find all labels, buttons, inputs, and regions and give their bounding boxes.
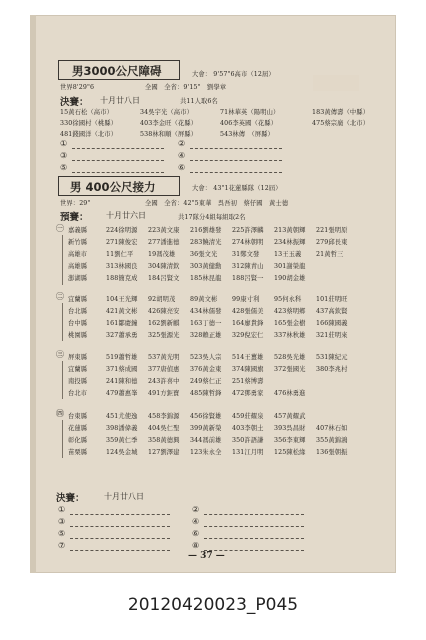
page-number: — 37 — xyxy=(188,551,225,561)
runner: 329倪宏仁 xyxy=(232,332,264,339)
runner: 249蔡仁正 xyxy=(190,378,222,385)
heat-marker: ㊃ xyxy=(56,409,64,418)
runner: 188簡克成 xyxy=(106,275,138,282)
result-label: ⑤ xyxy=(60,163,68,172)
event2-meet-record: 大會： 43"1花蓮縣隊（12屆） xyxy=(192,185,282,192)
result-label: ⑤ xyxy=(58,529,66,538)
runner: 514王薑雄 xyxy=(232,354,264,361)
team-name: 澎湖縣 xyxy=(68,275,88,282)
event2-title: 男 400公尺接力 xyxy=(70,180,156,194)
result-line xyxy=(70,526,170,527)
result-label: ⑦ xyxy=(58,541,66,550)
team-name: 宜蘭縣 xyxy=(68,366,88,373)
runner: 371蔡成國 xyxy=(106,366,138,373)
heat-marker: ㊀ xyxy=(56,224,64,233)
result-label: ① xyxy=(58,505,66,514)
team-name: 新竹縣 xyxy=(68,239,88,246)
runner: 301謝榮龍 xyxy=(274,263,306,270)
team-name: 彰化縣 xyxy=(68,437,88,444)
runner: 358黃德興 xyxy=(148,437,180,444)
runner: 216劉雄發 xyxy=(190,227,222,234)
runner: 166陳國義 xyxy=(316,320,348,327)
runner: 376黃金東 xyxy=(190,366,222,373)
runner: 398潘偉義 xyxy=(106,425,138,432)
entrant: 538林和順（屏縣） xyxy=(140,131,198,138)
runner: 485陳哲鋒 xyxy=(190,390,222,397)
entrant: 183黃傳壽（中縣） xyxy=(312,109,370,116)
result-line xyxy=(204,526,304,527)
event2-world-record: 世界：29" xyxy=(60,200,91,207)
result-line xyxy=(190,160,282,161)
runner: 274林朝明 xyxy=(232,239,264,246)
runner: 124吳金城 xyxy=(106,449,138,456)
entrant: 475蔡宗廣（北市） xyxy=(312,120,370,127)
result-label: ① xyxy=(60,139,68,148)
runner: 393呉昌財 xyxy=(274,425,306,432)
event1-meet-record: 大會： 9'57"6高市（12屆） xyxy=(192,71,275,78)
runner: 456徐賢雄 xyxy=(190,413,222,420)
team-name: 花蓮縣 xyxy=(68,425,88,432)
runner: 472鄧勇家 xyxy=(232,390,264,397)
result-line xyxy=(204,538,304,539)
result-label: ⑥ xyxy=(178,163,186,172)
runner: 374陳國旗 xyxy=(232,366,264,373)
runner: 404吳仁聖 xyxy=(148,425,180,432)
result-line xyxy=(72,172,164,173)
entrant: 406李英國（花縣） xyxy=(220,120,278,127)
runner: 241陳和德 xyxy=(106,378,138,385)
team-name: 桃園縣 xyxy=(68,332,88,339)
runner: 451尤使逸 xyxy=(106,413,138,420)
heat-marker: ㊁ xyxy=(56,292,64,301)
runner: 359黃仁季 xyxy=(106,437,138,444)
runner: 457黃耀武 xyxy=(274,413,306,420)
page-spine-shadow xyxy=(30,15,36,573)
team-name: 嘉義縣 xyxy=(68,227,88,234)
runner: 162劉新麒 xyxy=(148,320,180,327)
runner: 428張儒美 xyxy=(232,308,264,315)
runner: 321莊明來 xyxy=(316,332,348,339)
runner: 313林國良 xyxy=(106,263,138,270)
runner: 99康寸利 xyxy=(232,296,260,303)
runner: 185林昆龍 xyxy=(190,275,222,282)
runner: 423蔡明鄉 xyxy=(274,308,306,315)
faded-stamp xyxy=(313,75,359,91)
heat-bracket xyxy=(62,361,63,399)
runner: 304陳清欽 xyxy=(148,263,180,270)
runner: 161鄒慶鐘 xyxy=(106,320,138,327)
runner: 225許澤麟 xyxy=(232,227,264,234)
runner: 350許語謙 xyxy=(232,437,264,444)
runner: 234林振輝 xyxy=(274,239,306,246)
team-name: 台中縣 xyxy=(68,320,88,327)
runner: 434林儒發 xyxy=(190,308,222,315)
event2-prelim-date: 十月廿六日 xyxy=(106,211,146,220)
team-name: 高雄市 xyxy=(68,251,88,258)
runner: 221張明原 xyxy=(316,227,348,234)
runner: 136張朝振 xyxy=(316,449,348,456)
runner: 213黃朝輝 xyxy=(274,227,306,234)
runner: 327蕭承勇 xyxy=(106,332,138,339)
runner: 356李東輝 xyxy=(274,437,306,444)
event1-title: 男3000公尺障碍 xyxy=(72,64,162,78)
result-line xyxy=(190,172,282,173)
event1-final-heading: 決賽： xyxy=(60,97,89,108)
runner: 426陳亮安 xyxy=(148,308,180,315)
result-label: ⑥ xyxy=(192,529,200,538)
runner: 523吳人宗 xyxy=(190,354,222,361)
result-line xyxy=(72,160,164,161)
runner: 101莊明旺 xyxy=(316,296,348,303)
runner: 104王光輝 xyxy=(106,296,138,303)
runner: 123朱永全 xyxy=(190,449,222,456)
runner: 337林秋雄 xyxy=(274,332,306,339)
result-label: ④ xyxy=(178,151,186,160)
entrant: 330徐國村（桃縣） xyxy=(60,120,118,127)
result-label: ⑧ xyxy=(192,541,200,550)
runner: 344馮前雄 xyxy=(190,437,222,444)
runner: 184呂賢文 xyxy=(148,275,180,282)
result-label: ④ xyxy=(192,517,200,526)
runner: 421黃文彬 xyxy=(106,308,138,315)
runner: 325張源光 xyxy=(148,332,180,339)
runner: 190胡金雄 xyxy=(274,275,306,282)
heat-bracket xyxy=(62,420,63,458)
team-name: 台北市 xyxy=(68,390,88,397)
runner: 380李兆村 xyxy=(316,366,348,373)
result-line xyxy=(72,148,164,149)
runner: 224徐明源 xyxy=(106,227,138,234)
event2-final-heading: 決賽： xyxy=(56,493,85,504)
runner: 127劉澤建 xyxy=(148,449,180,456)
result-label: ② xyxy=(178,139,186,148)
runner: 407林石如 xyxy=(316,425,348,432)
runner: 519蕭哲雄 xyxy=(106,354,138,361)
event1-final-date: 十月廿八日 xyxy=(100,96,140,105)
runner: 283饒清光 xyxy=(190,239,222,246)
runner: 21黃哲三 xyxy=(316,251,344,258)
entrant: 403李金旺（花縣） xyxy=(140,120,198,127)
runner: 165張金樹 xyxy=(274,320,306,327)
runner: 491方鉅寶 xyxy=(148,390,180,397)
result-line xyxy=(70,550,170,551)
runner: 243許喜中 xyxy=(148,378,180,385)
runner: 36張文光 xyxy=(190,251,218,258)
entrant: 481錢國洋（北市） xyxy=(60,131,118,138)
runner: 163丁德一 xyxy=(190,320,222,327)
runner: 437高欽賢 xyxy=(316,308,348,315)
runner: 399黃新榮 xyxy=(190,425,222,432)
team-name: 南投縣 xyxy=(68,378,88,385)
runner: 95何永科 xyxy=(274,296,302,303)
team-name: 高雄縣 xyxy=(68,263,88,270)
event2-prelim-heading: 預賽： xyxy=(60,212,89,223)
team-name: 宜蘭縣 xyxy=(68,296,88,303)
runner: 277潘進德 xyxy=(148,239,180,246)
runner: 528吳光雄 xyxy=(274,354,306,361)
runner: 403李朝土 xyxy=(232,425,264,432)
runner: 479蕭惠峯 xyxy=(106,390,138,397)
entrant: 543林傳 （屏縣） xyxy=(220,131,274,138)
result-line xyxy=(70,538,170,539)
runner: 92胡明茂 xyxy=(148,296,176,303)
heat-marker: ㊂ xyxy=(56,350,64,359)
runner: 164廖貴鋒 xyxy=(232,320,264,327)
event1-entrants-note: 共11人取6名 xyxy=(180,98,218,105)
event1-national-record: 全國 全省：9'15" 劉學章 xyxy=(145,84,227,91)
runner: 459莊耀泉 xyxy=(232,413,264,420)
runner: 125陳松緣 xyxy=(274,449,306,456)
team-name: 台東縣 xyxy=(68,413,88,420)
team-name: 屏東縣 xyxy=(68,354,88,361)
program-page xyxy=(30,15,396,573)
event1-world-record: 世界8'29"6 xyxy=(60,84,95,91)
entrant: 34吳宇光（高市） xyxy=(140,109,193,116)
result-label: ③ xyxy=(58,517,66,526)
runner: 537黃光明 xyxy=(148,354,180,361)
runner: 131江月明 xyxy=(232,449,264,456)
runner: 271陳俊宏 xyxy=(106,239,138,246)
heat-bracket xyxy=(62,235,63,285)
runner: 188呂賢一 xyxy=(232,275,264,282)
image-caption: 20120420023_P045 xyxy=(127,595,299,615)
runner: 279邱長東 xyxy=(316,239,348,246)
runner: 31鄭文發 xyxy=(232,251,260,258)
runner: 476林勇進 xyxy=(274,390,306,397)
event2-final-date: 十月廿八日 xyxy=(104,492,144,501)
runner: 251蔡博壽 xyxy=(232,378,264,385)
entrant: 15黃石松（高市） xyxy=(60,109,113,116)
runner: 328賴正雄 xyxy=(190,332,222,339)
runner: 355黃錦鴻 xyxy=(316,437,348,444)
team-name: 台北縣 xyxy=(68,308,88,315)
result-label: ② xyxy=(192,505,200,514)
heat-bracket xyxy=(62,303,63,341)
runner: 377唐偵惠 xyxy=(148,366,180,373)
runner: 458李錦源 xyxy=(148,413,180,420)
result-label: ③ xyxy=(60,151,68,160)
runner: 531陳紀元 xyxy=(316,354,348,361)
runner: 223黃文康 xyxy=(148,227,180,234)
runner: 11劉仁平 xyxy=(106,251,134,258)
result-line xyxy=(70,514,170,515)
team-name: 苗栗縣 xyxy=(68,449,88,456)
runner: 19馮茂雄 xyxy=(148,251,176,258)
event2-national-record: 全國 全省：42"5東華 呉吾初 蔡仔國 黃士德 xyxy=(145,200,289,207)
entrant: 71林華英（陽明山） xyxy=(220,109,280,116)
runner: 303黃健勳 xyxy=(190,263,222,270)
result-line xyxy=(190,148,282,149)
runner: 13王玉義 xyxy=(274,251,302,258)
result-line xyxy=(204,514,304,515)
event2-prelim-note: 共17隊分4組每組取2名 xyxy=(178,214,246,221)
runner: 89黃文彬 xyxy=(190,296,218,303)
runner: 312陳青山 xyxy=(232,263,264,270)
runner: 372張國光 xyxy=(274,366,306,373)
